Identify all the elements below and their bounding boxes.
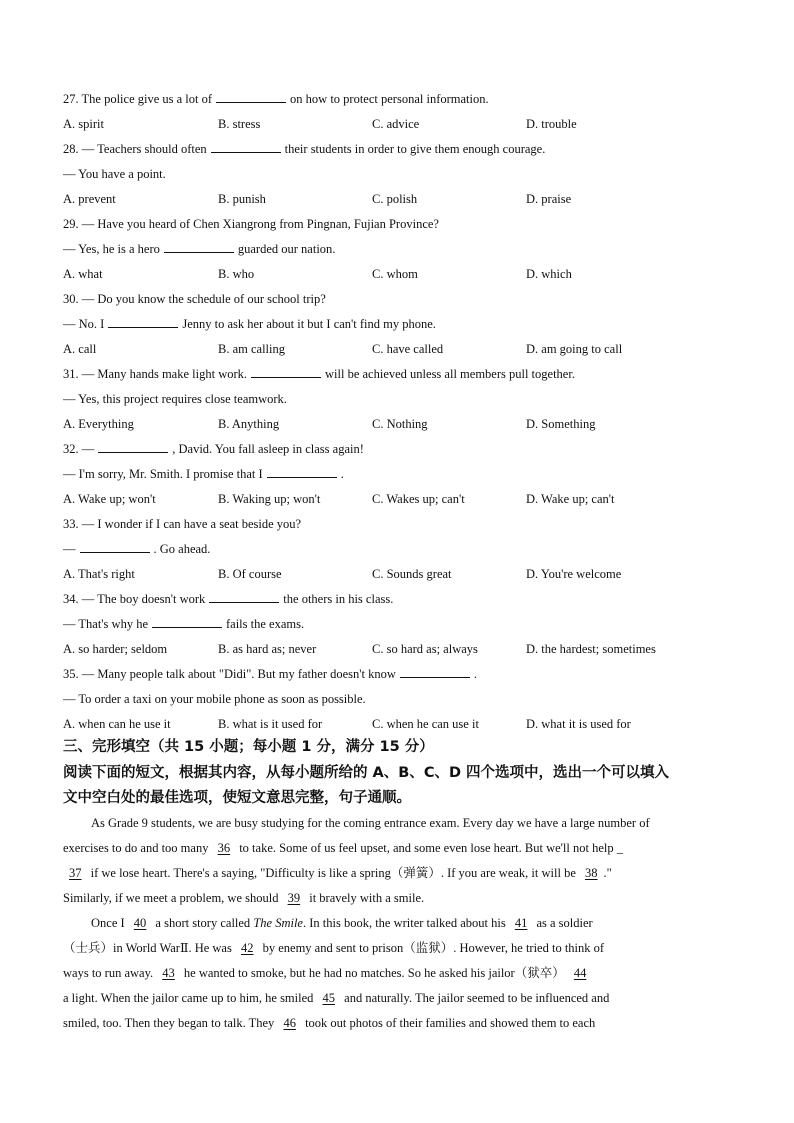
option-q33-a[interactable]: A. That's right (63, 567, 135, 581)
option-q27-a[interactable]: A. spirit (63, 117, 104, 131)
question-q30-line-1: 30. — Do you know the schedule of our school trip? (63, 292, 326, 306)
option-q31-b[interactable]: B. Anything (218, 417, 280, 431)
option-q32-b[interactable]: B. Waking up; won't (218, 492, 321, 506)
answer-blank[interactable] (267, 466, 337, 478)
option-q33-d[interactable]: D. You're welcome (526, 567, 622, 581)
question-q34-line-2: — That's why he fails the exams. (63, 617, 305, 631)
answer-blank[interactable] (400, 666, 470, 678)
option-q31-c[interactable]: C. Nothing (372, 417, 428, 431)
blank-38: 38 (585, 866, 598, 880)
question-q28-line-1: 28. — Teachers should often their students in order to give them enough courage. (63, 142, 546, 156)
question-q35-line-2: — To order a taxi on your mobile phone as soon as possible. (63, 692, 366, 706)
passage-line-2: exercises to do and too many 36 to take. Some of us feel upset, and some even lose heart. But we'll not help _ (63, 841, 623, 855)
option-q30-a[interactable]: A. call (63, 342, 97, 356)
option-q34-c[interactable]: C. so hard as; always (372, 642, 478, 656)
question-q29-line-2: — Yes, he is a hero guarded our nation. (63, 242, 336, 256)
option-q34-d[interactable]: D. the hardest; sometimes (526, 642, 656, 656)
question-q28-line-2: — You have a point. (63, 167, 166, 181)
question-q33-line-1: 33. — I wonder if I can have a seat beside you? (63, 517, 302, 531)
passage-line-6: （士兵）in World WarⅡ. He was 42 by enemy and sent to prison（监狱）. However, he tried to think of (63, 941, 605, 955)
passage-line-1: As Grade 9 students, we are busy studying for the coming entrance exam. Every day we have a large number of (91, 816, 650, 830)
answer-blank[interactable] (216, 91, 286, 103)
option-q32-a[interactable]: A. Wake up; won't (63, 492, 156, 506)
blank-44: 44 (573, 966, 587, 980)
answer-blank[interactable] (211, 141, 281, 153)
passage-line-4: Similarly, if we meet a problem, we should 39 it bravely with a smile. (63, 891, 425, 905)
blank-46: 46 (283, 1016, 296, 1030)
answer-blank[interactable] (164, 241, 234, 253)
option-q30-b[interactable]: B. am calling (218, 342, 285, 356)
option-q33-c[interactable]: C. Sounds great (372, 567, 452, 581)
option-q32-d[interactable]: D. Wake up; can't (526, 492, 615, 506)
option-q28-a[interactable]: A. prevent (63, 192, 116, 206)
question-q29-line-1: 29. — Have you heard of Chen Xiangrong from Pingnan, Fujian Province? (63, 217, 439, 231)
question-q32-line-2: — I'm sorry, Mr. Smith. I promise that I . (63, 467, 344, 481)
blank-40: 40 (133, 916, 147, 930)
question-q34-line-1: 34. — The boy doesn't work the others in his class. (63, 592, 394, 606)
question-q27-line-1: 27. The police give us a lot of on how to protect personal information. (63, 92, 489, 106)
blank-45: 45 (322, 991, 336, 1005)
option-q31-a[interactable]: A. Everything (63, 417, 134, 431)
option-q35-d[interactable]: D. what it is used for (526, 717, 631, 731)
option-q29-d[interactable]: D. which (526, 267, 572, 281)
blank-43: 43 (162, 966, 175, 980)
option-q30-d[interactable]: D. am going to call (526, 342, 623, 356)
option-q31-d[interactable]: D. Something (526, 417, 596, 431)
blank-41: 41 (514, 916, 528, 930)
answer-blank[interactable] (251, 366, 321, 378)
passage-line-8: a light. When the jailor came up to him, he smiled 45 and naturally. The jailor seemed to be influenced and (63, 991, 610, 1005)
option-q35-c[interactable]: C. when he can use it (372, 717, 479, 731)
option-q28-b[interactable]: B. punish (218, 192, 266, 206)
option-q29-b[interactable]: B. who (218, 267, 255, 281)
option-q33-b[interactable]: B. Of course (218, 567, 282, 581)
passage-line-5: Once I 40 a short story called The Smile. In this book, the writer talked about his 41 as a soldier (91, 916, 593, 930)
question-q31-line-1: 31. — Many hands make light work. will be achieved unless all members pull together. (63, 367, 575, 381)
book-title: The Smile (253, 916, 303, 930)
answer-blank[interactable] (209, 591, 279, 603)
blank-42: 42 (240, 941, 254, 955)
question-q30-line-2: — No. I Jenny to ask her about it but I can't find my phone. (63, 317, 436, 331)
question-q32-line-1: 32. — , David. You fall asleep in class again! (63, 442, 364, 456)
section-instruction-2: 文中空白处的最佳选项，使短文意思完整，句子通顺。 (63, 790, 411, 806)
option-q35-a[interactable]: A. when can he use it (63, 717, 171, 731)
option-q27-d[interactable]: D. trouble (526, 117, 577, 131)
blank-37: 37 (69, 866, 82, 880)
option-q29-c[interactable]: C. whom (372, 267, 418, 281)
answer-blank[interactable] (80, 541, 150, 553)
section-instruction-1: 阅读下面的短文，根据其内容，从每小题所给的 A、B、C、D 四个选项中，选出一个可以填入 (63, 765, 670, 781)
question-q31-line-2: — Yes, this project requires close teamwork. (63, 392, 287, 406)
option-q35-b[interactable]: B. what is it used for (218, 717, 323, 731)
option-q27-c[interactable]: C. advice (372, 117, 420, 131)
answer-blank[interactable] (108, 316, 178, 328)
option-q29-a[interactable]: A. what (63, 267, 103, 281)
blank-36: 36 (217, 841, 231, 855)
blank-39: 39 (287, 891, 301, 905)
option-q32-c[interactable]: C. Wakes up; can't (372, 492, 465, 506)
question-q35-line-1: 35. — Many people talk about "Didi". But my father doesn't know . (63, 667, 478, 681)
passage-line-3: 37 if we lose heart. There's a saying, "Difficulty is like a spring（弹簧）. If you are weak, it will be 38 ." (63, 865, 612, 881)
option-q28-d[interactable]: D. praise (526, 192, 572, 206)
passage-line-7: ways to run away. 43 he wanted to smoke, but he had no matches. So he asked his jailor（狱卒） 44 (63, 965, 592, 981)
option-q30-c[interactable]: C. have called (372, 342, 444, 356)
option-q34-b[interactable]: B. as hard as; never (218, 642, 317, 656)
answer-blank[interactable] (98, 441, 168, 453)
option-q27-b[interactable]: B. stress (218, 117, 261, 131)
option-q34-a[interactable]: A. so harder; seldom (63, 642, 168, 656)
answer-blank[interactable] (152, 616, 222, 628)
question-q33-line-2: — . Go ahead. (63, 542, 211, 556)
option-q28-c[interactable]: C. polish (372, 192, 418, 206)
section-title: 三、完形填空（共 15 小题；每小题 1 分，满分 15 分） (63, 739, 434, 755)
passage-line-9: smiled, too. Then they began to talk. They 46 took out photos of their families and showed them to each (63, 1016, 596, 1030)
